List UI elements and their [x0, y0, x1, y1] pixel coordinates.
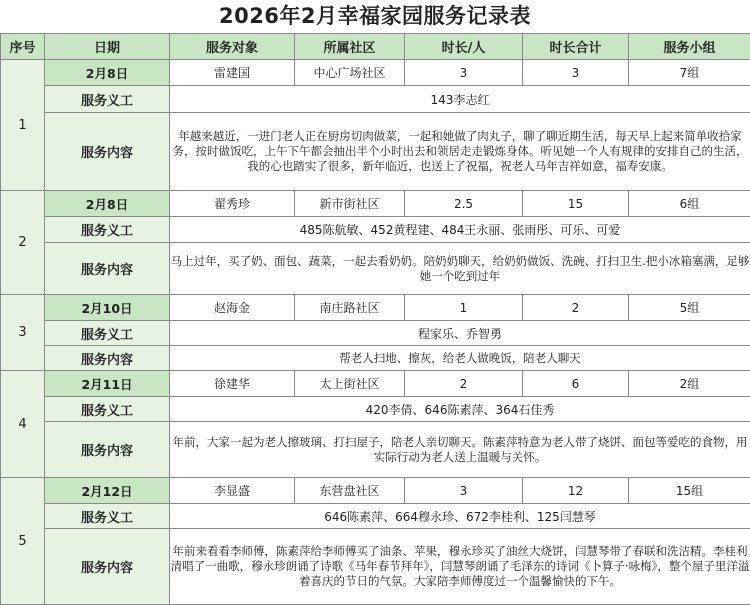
record-seq: 1 [1, 60, 45, 191]
sheet-title: 2026年2月幸福家园服务记录表 [0, 0, 750, 33]
record-volunteers: 程家乐、乔智勇 [170, 321, 750, 346]
volunteers-label: 服务义工 [45, 397, 170, 422]
record-hours-per-person: 3 [405, 478, 523, 504]
record-main-row [1, 191, 750, 217]
record-main-row [1, 60, 750, 86]
record-hours-total: 3 [523, 60, 629, 86]
header-cell: 服务对象 [170, 34, 295, 60]
record-hours-per-person: 2.5 [405, 191, 523, 217]
records-body [1, 60, 750, 605]
volunteers-label: 服务义工 [45, 321, 170, 346]
record-date: 2月8日 [45, 191, 170, 217]
record-content-row [1, 346, 750, 371]
record-volunteers-row [1, 86, 750, 113]
volunteers-label: 服务义工 [45, 504, 170, 529]
header-cell: 所属社区 [295, 34, 405, 60]
record-hours-total: 2 [523, 295, 629, 321]
record-hours-total: 6 [523, 371, 629, 397]
record-target: 翟秀珍 [170, 191, 295, 217]
record-content: 马上过年，买了奶、面包、蔬菜，一起去看奶奶。陪奶奶聊天，给奶奶做饭、洗碗、打扫卫生.把小冰箱塞满，足够她一个吃到过年 [170, 243, 750, 295]
record-group: 2组 [629, 371, 750, 397]
volunteers-label: 服务义工 [45, 217, 170, 243]
record-main-row [1, 478, 750, 504]
record-seq: 5 [1, 478, 45, 605]
record-group: 7组 [629, 60, 750, 86]
record-volunteers-row [1, 217, 750, 243]
record-hours-per-person: 3 [405, 60, 523, 86]
record-group: 15组 [629, 478, 750, 504]
content-label: 服务内容 [45, 529, 170, 605]
record-content: 年前来看看李师傅，陈素萍给李师傅买了油条、苹果，穆永珍买了油丝大烧饼，闫慧琴带了春联和洗洁精。李桂利清唱了一曲歌，穆永珍朗诵了诗歌《马年春节拜年》，闫慧琴朗诵了毛泽东的诗词《卜算子·咏梅》，整个屋子里洋溢着喜庆的节日的气氛。大家陪李师傅度过一个温馨愉快的下午。 [170, 529, 750, 605]
record-hours-total: 15 [523, 191, 629, 217]
record-content: 年越来越近，一进门老人正在厨房切肉做菜，一起和她做了肉丸子，聊了聊近期生活，每天早上起来简单收拾家务，按时做饭吃，上午下午都会抽出半个小时出去和领居走走锻炼身体。听见她一个人有规律的安排自己的生活，我的心也踏实了很多，新年临近，也送上了祝福，祝老人马年吉祥如意，福寿安康。 [170, 113, 750, 191]
volunteers-label: 服务义工 [45, 86, 170, 113]
header-cell: 时长合计 [523, 34, 629, 60]
record-content: 年前，大家一起为老人擦玻璃、打扫屋子，陪老人亲切聊天。陈素萍特意为老人带了烧饼、面包等爱吃的食物，用实际行动为老人送上温暖与关怀。 [170, 422, 750, 478]
record-seq: 4 [1, 371, 45, 478]
header-cell: 时长/人 [405, 34, 523, 60]
record-date: 2月10日 [45, 295, 170, 321]
content-label: 服务内容 [45, 346, 170, 371]
record-volunteers-row [1, 321, 750, 346]
record-hours-per-person: 1 [405, 295, 523, 321]
record-volunteers: 143李志红 [170, 86, 750, 113]
record-target: 雷建国 [170, 60, 295, 86]
record-volunteers-row [1, 504, 750, 529]
record-target: 徐建华 [170, 371, 295, 397]
content-label: 服务内容 [45, 243, 170, 295]
record-content-row [1, 422, 750, 478]
record-main-row [1, 371, 750, 397]
record-community: 南庄路社区 [295, 295, 405, 321]
record-date: 2月11日 [45, 371, 170, 397]
record-community: 新市街社区 [295, 191, 405, 217]
record-content-row [1, 113, 750, 191]
record-main-row [1, 295, 750, 321]
header-cell: 日期 [45, 34, 170, 60]
record-community: 中心广场社区 [295, 60, 405, 86]
header-cell: 序号 [1, 34, 45, 60]
record-content-row [1, 529, 750, 605]
record-community: 太上街社区 [295, 371, 405, 397]
content-label: 服务内容 [45, 422, 170, 478]
record-volunteers: 646陈素萍、664穆永珍、672李桂利、125闫慧琴 [170, 504, 750, 529]
content-label: 服务内容 [45, 113, 170, 191]
record-content-row [1, 243, 750, 295]
record-seq: 3 [1, 295, 45, 371]
header-cell: 服务小组 [629, 34, 750, 60]
record-seq: 2 [1, 191, 45, 295]
record-group: 6组 [629, 191, 750, 217]
record-target: 赵海金 [170, 295, 295, 321]
record-content: 帮老人扫地、擦灰，给老人做晚饭，陪老人聊天 [170, 346, 750, 371]
header-row [1, 34, 750, 60]
record-volunteers: 485陈航敏、452黄程建、484王永丽、张雨彤、可乐、可爱 [170, 217, 750, 243]
record-volunteers: 420李倩、646陈素萍、364石佳秀 [170, 397, 750, 422]
record-date: 2月8日 [45, 60, 170, 86]
record-hours-per-person: 2 [405, 371, 523, 397]
record-target: 李显盛 [170, 478, 295, 504]
record-volunteers-row [1, 397, 750, 422]
record-group: 5组 [629, 295, 750, 321]
service-record-table [0, 33, 750, 605]
record-hours-total: 12 [523, 478, 629, 504]
record-date: 2月12日 [45, 478, 170, 504]
record-community: 东营盘社区 [295, 478, 405, 504]
